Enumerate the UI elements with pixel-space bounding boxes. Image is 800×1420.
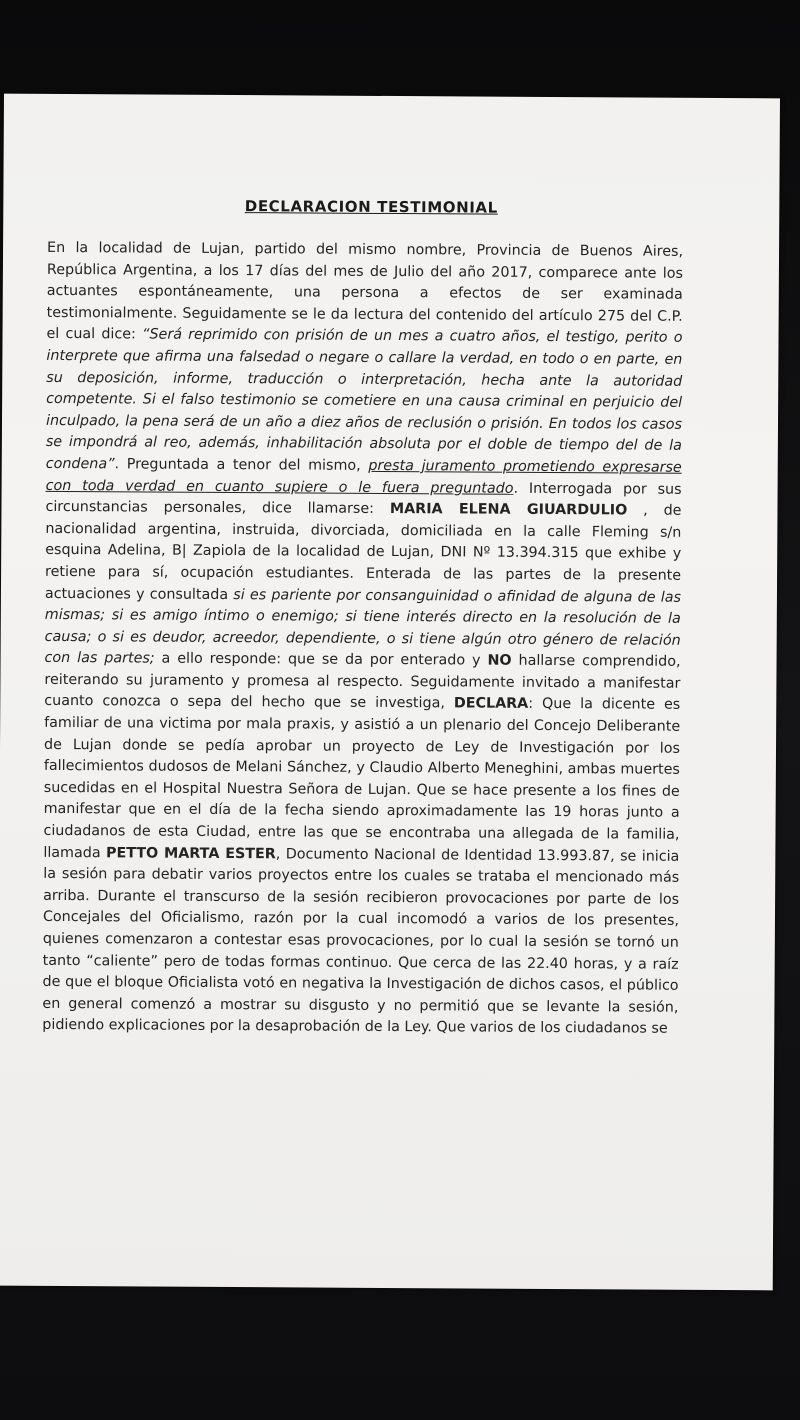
document-title: DECLARACION TESTIMONIAL — [244, 197, 498, 217]
declaration-text: : Que la dicente es familiar de una victima por mala praxis, y asistió a un plenario del Concejo Deliberante de Lujan donde se pedía aprobar un proyecto de Ley de Investigación por los fallecimientos dudosos de Melani Sánchez, y Claudio Alberto Meneghini, ambas muertes sucedidas en el Hospital Nuestra Señora de Lujan. Que se hace presente a los fines de manifestar que en el día de la fecha siendo aproximadamente las 19 horas junto a ciudadanos de esta Ciudad, entre las que se encontraba una allegada de la familia, llamada — [43, 696, 681, 861]
witness-name: MARIA ELENA GIUARDULIO — [389, 501, 628, 519]
declaration-text-continued: , Documento Nacional de Identidad 13.993.87, se inicia la sesión para debatir varios proyectos entre los cuales se trataba el mencionado más arriba. Durante el transcurso de la sesión recibieron provocaciones por parte de los Concejales del Oficialismo, razón por la cual incomodó a varios de los presentes, quienes comenzaron a contestar esas provocaciones, por lo cual la sesión se tornó un tanto “caliente” pero de todas formas continuo. Que cerca de las 22.40 horas, y a raíz de que el bloque Oficialista votó en negativa la Investigación de dichos casos, el público en general comenzó a mostrar su disgusto y no permitió que se levante la sesión, pidiendo explicaciones por la desaprobación de la Ley. Que varios de los ciudadanos se — [42, 845, 680, 1038]
companion-name: PETTO MARTA ESTER — [105, 844, 276, 862]
body-text-run: . Preguntada a tenor del mismo, — [114, 456, 369, 474]
body-text-run: . Interrogada por sus circunstancias personales, dice llamarse: — [45, 480, 682, 518]
relationship-question: si es pariente por consanguinidad o afinidad de alguna de las mismas; si es amigo íntimo o enemigo; si tiene interés directo en la resolución de la causa; o si es deudor, acreedor, dependiente, o si tiene algún otro género de relación con las partes; — [44, 586, 681, 667]
witness-details: , de nacionalidad argentina, instruida, divorciada, domiciliada en la calle Fleming s/n esquina Adelina, B| Zapiola de la localidad de Lujan, DNI Nº 13.394.315 que exhibe y retiene para sí, ocupación estudiantes. Enterada de las partes de la presente actuaciones y consultada — [44, 502, 682, 603]
article-275-quote: “Será reprimido con prisión de un mes a cuatro años, el testigo, perito o interprete que afirma una falsedad o negare o callare la verdad, en todo o en parte, en su deposición, informe, traducción o interpretación, hecha ante la autoridad competente. Si el falso testimonio se cometiere en una causa criminal en perjuicio del inculpado, la pena será de un año a diez años de reclusión o prisión. En todos los casos se impondrá al reo, además, inhabilitación absoluta por el doble de tiempo del de la condena” — [45, 326, 683, 473]
body-text-run: hallarse comprendido, reiterando su juramento y promesa al respecto. Seguidamente invitado a manifestar cuanto conozca o sepa del hecho que se investiga, — [44, 653, 681, 712]
intro-text: En la localidad de Lujan, partido del mismo nombre, Provincia de Buenos Aires, República Argentina, a los 17 días del mes de Julio del año 2017, comparece ante los actuantes espontáneamente, una persona a efectos de ser examinada testimonialmente. Seguidamente se le da lectura del contenido del artículo 275 del C.P. el cual dice: — [46, 239, 684, 343]
declaration-body — [42, 238, 683, 1041]
body-text-run: a ello responde: que se da por enterado y — [154, 650, 488, 669]
declara-label: DECLARA — [453, 695, 529, 713]
document-page — [0, 94, 780, 1291]
oath-text: presta juramento prometiendo expresarse con toda verdad en cuanto supiere o le fuera preguntado — [45, 457, 682, 497]
no-emphasis: NO — [487, 652, 512, 670]
